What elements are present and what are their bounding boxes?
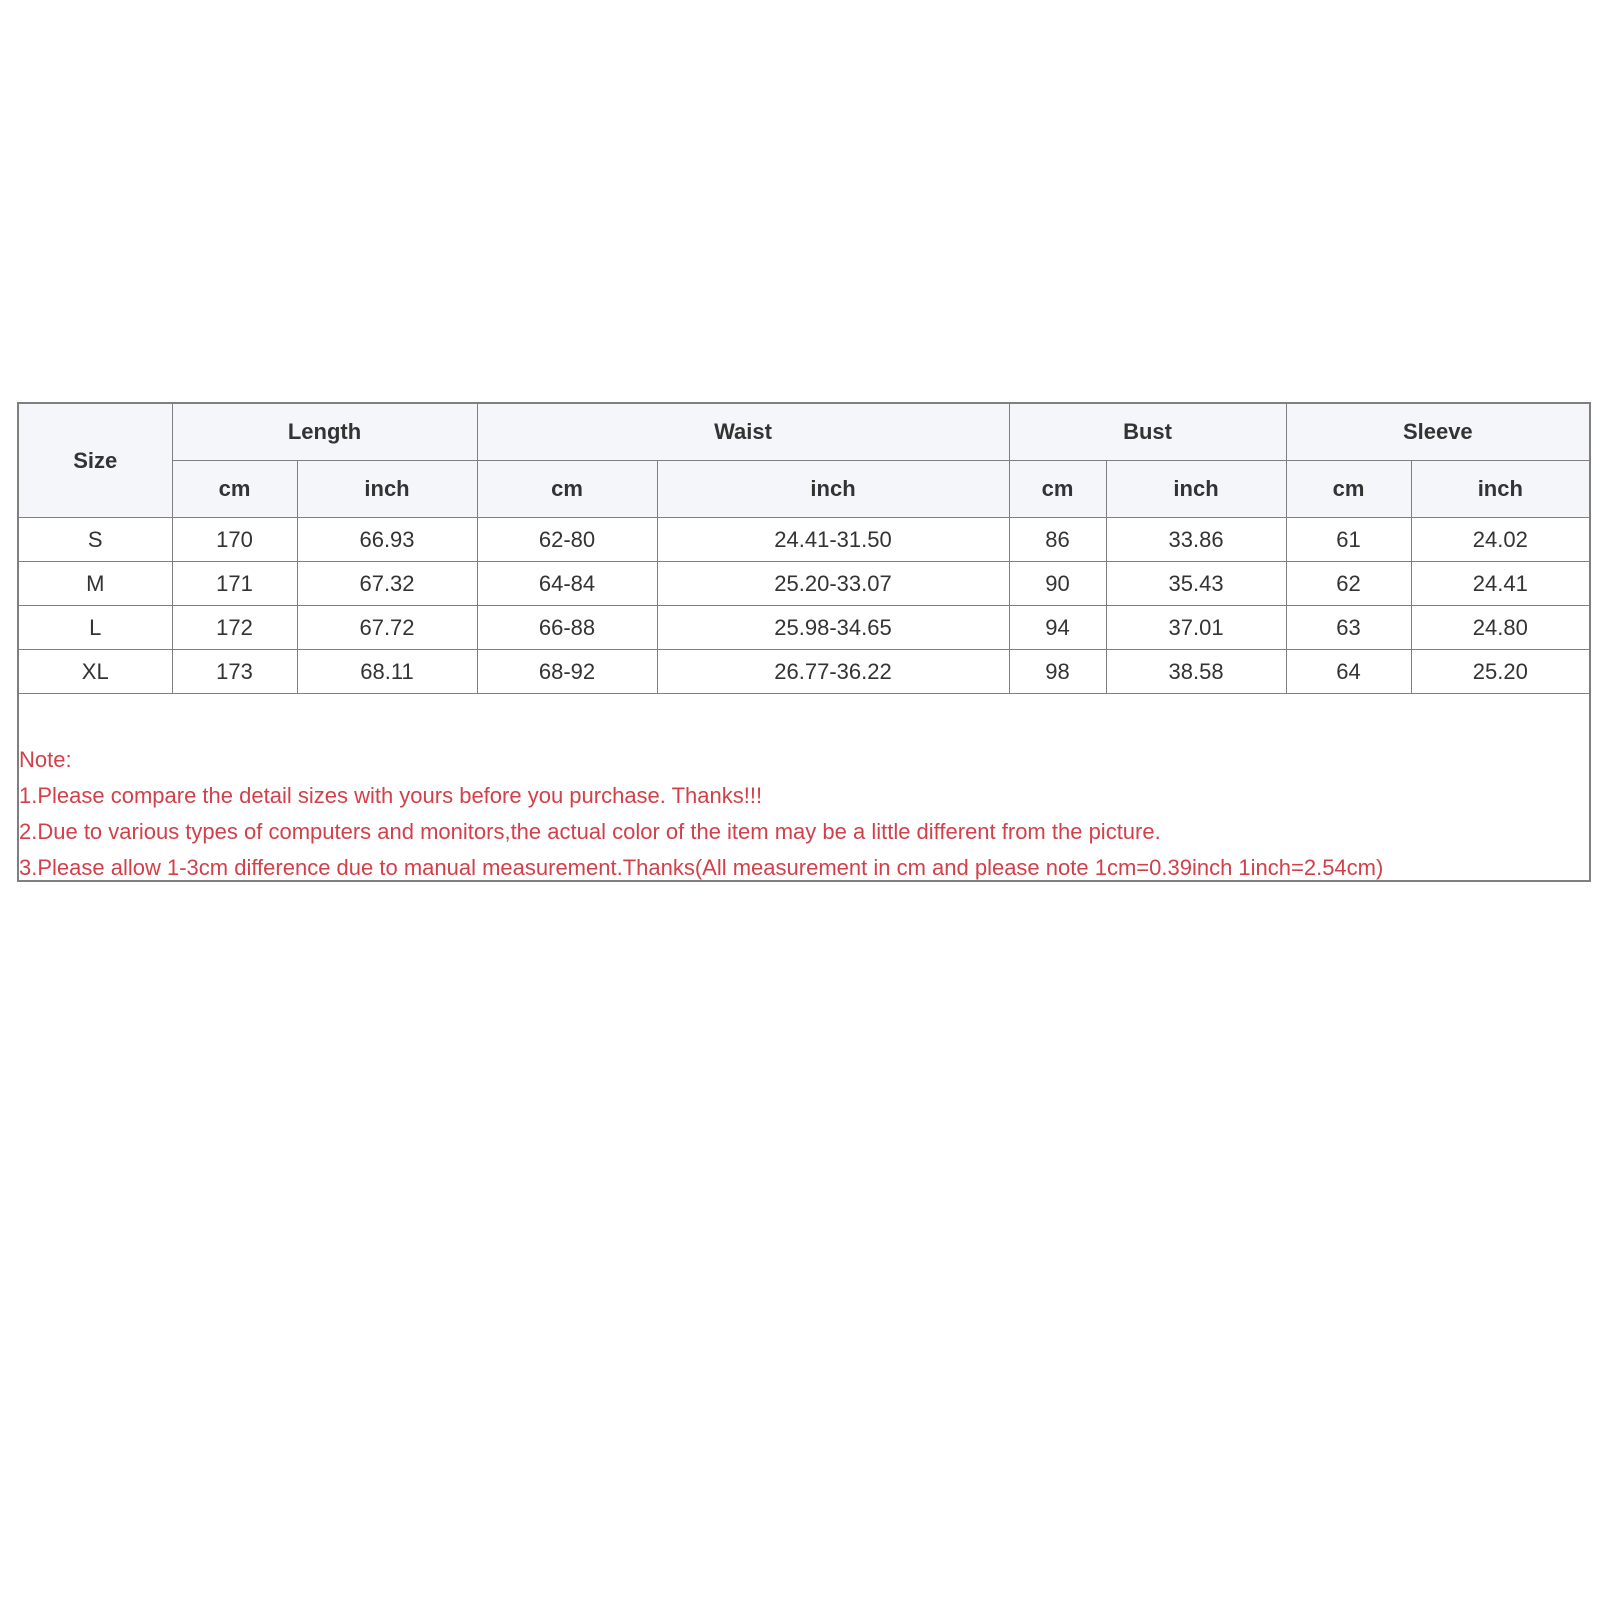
table-cell: 94 [1009,606,1106,650]
size-cell: L [19,606,172,650]
table-cell: 173 [172,650,297,694]
note-title: Note: [19,747,72,772]
table-row [19,606,1589,650]
unit-header: cm [477,461,657,518]
table-cell: 33.86 [1106,518,1286,562]
table-cell: 170 [172,518,297,562]
unit-header: cm [1286,461,1411,518]
table-cell: 64 [1286,650,1411,694]
table-cell: 35.43 [1106,562,1286,606]
table-cell: 25.20 [1411,650,1589,694]
unit-header: inch [657,461,1009,518]
unit-header-row [19,461,1589,518]
table-cell: 171 [172,562,297,606]
notes-section [19,742,1589,886]
table-cell: 26.77-36.22 [657,650,1009,694]
size-header: Size [19,404,172,518]
size-cell: XL [19,650,172,694]
note-line: 1.Please compare the detail sizes with yours before you purchase. Thanks!!! [19,783,763,808]
table-cell: 172 [172,606,297,650]
table-cell: 66.93 [297,518,477,562]
table-cell: 67.72 [297,606,477,650]
table-cell: 66-88 [477,606,657,650]
table-cell: 68.11 [297,650,477,694]
table-cell: 62 [1286,562,1411,606]
table-cell: 86 [1009,518,1106,562]
group-header-length: Length [172,404,477,461]
unit-header: inch [1106,461,1286,518]
table-cell: 38.58 [1106,650,1286,694]
table-cell: 37.01 [1106,606,1286,650]
table-cell: 24.80 [1411,606,1589,650]
table-cell: 98 [1009,650,1106,694]
unit-header: inch [1411,461,1589,518]
unit-header: cm [1009,461,1106,518]
table-cell: 64-84 [477,562,657,606]
table-row [19,650,1589,694]
unit-header: inch [297,461,477,518]
table-cell: 61 [1286,518,1411,562]
group-header-sleeve: Sleeve [1286,404,1589,461]
group-header-waist: Waist [477,404,1009,461]
size-cell: S [19,518,172,562]
group-header-row [19,404,1589,461]
table-cell: 68-92 [477,650,657,694]
table-cell: 90 [1009,562,1106,606]
unit-header: cm [172,461,297,518]
size-cell: M [19,562,172,606]
group-header-bust: Bust [1009,404,1286,461]
table-cell: 25.98-34.65 [657,606,1009,650]
table-cell: 62-80 [477,518,657,562]
table-cell: 24.41-31.50 [657,518,1009,562]
note-line: 2.Due to various types of computers and monitors,the actual color of the item may be a little different from the picture. [19,819,1161,844]
table-cell: 24.02 [1411,518,1589,562]
size-table [19,404,1589,694]
size-chart [17,402,1591,882]
table-cell: 67.32 [297,562,477,606]
table-row [19,562,1589,606]
table-cell: 24.41 [1411,562,1589,606]
note-line: 3.Please allow 1-3cm difference due to manual measurement.Thanks(All measurement in cm and please note 1cm=0.39inch 1inch=2.54cm) [19,855,1384,880]
table-cell: 25.20-33.07 [657,562,1009,606]
table-row [19,518,1589,562]
table-cell: 63 [1286,606,1411,650]
